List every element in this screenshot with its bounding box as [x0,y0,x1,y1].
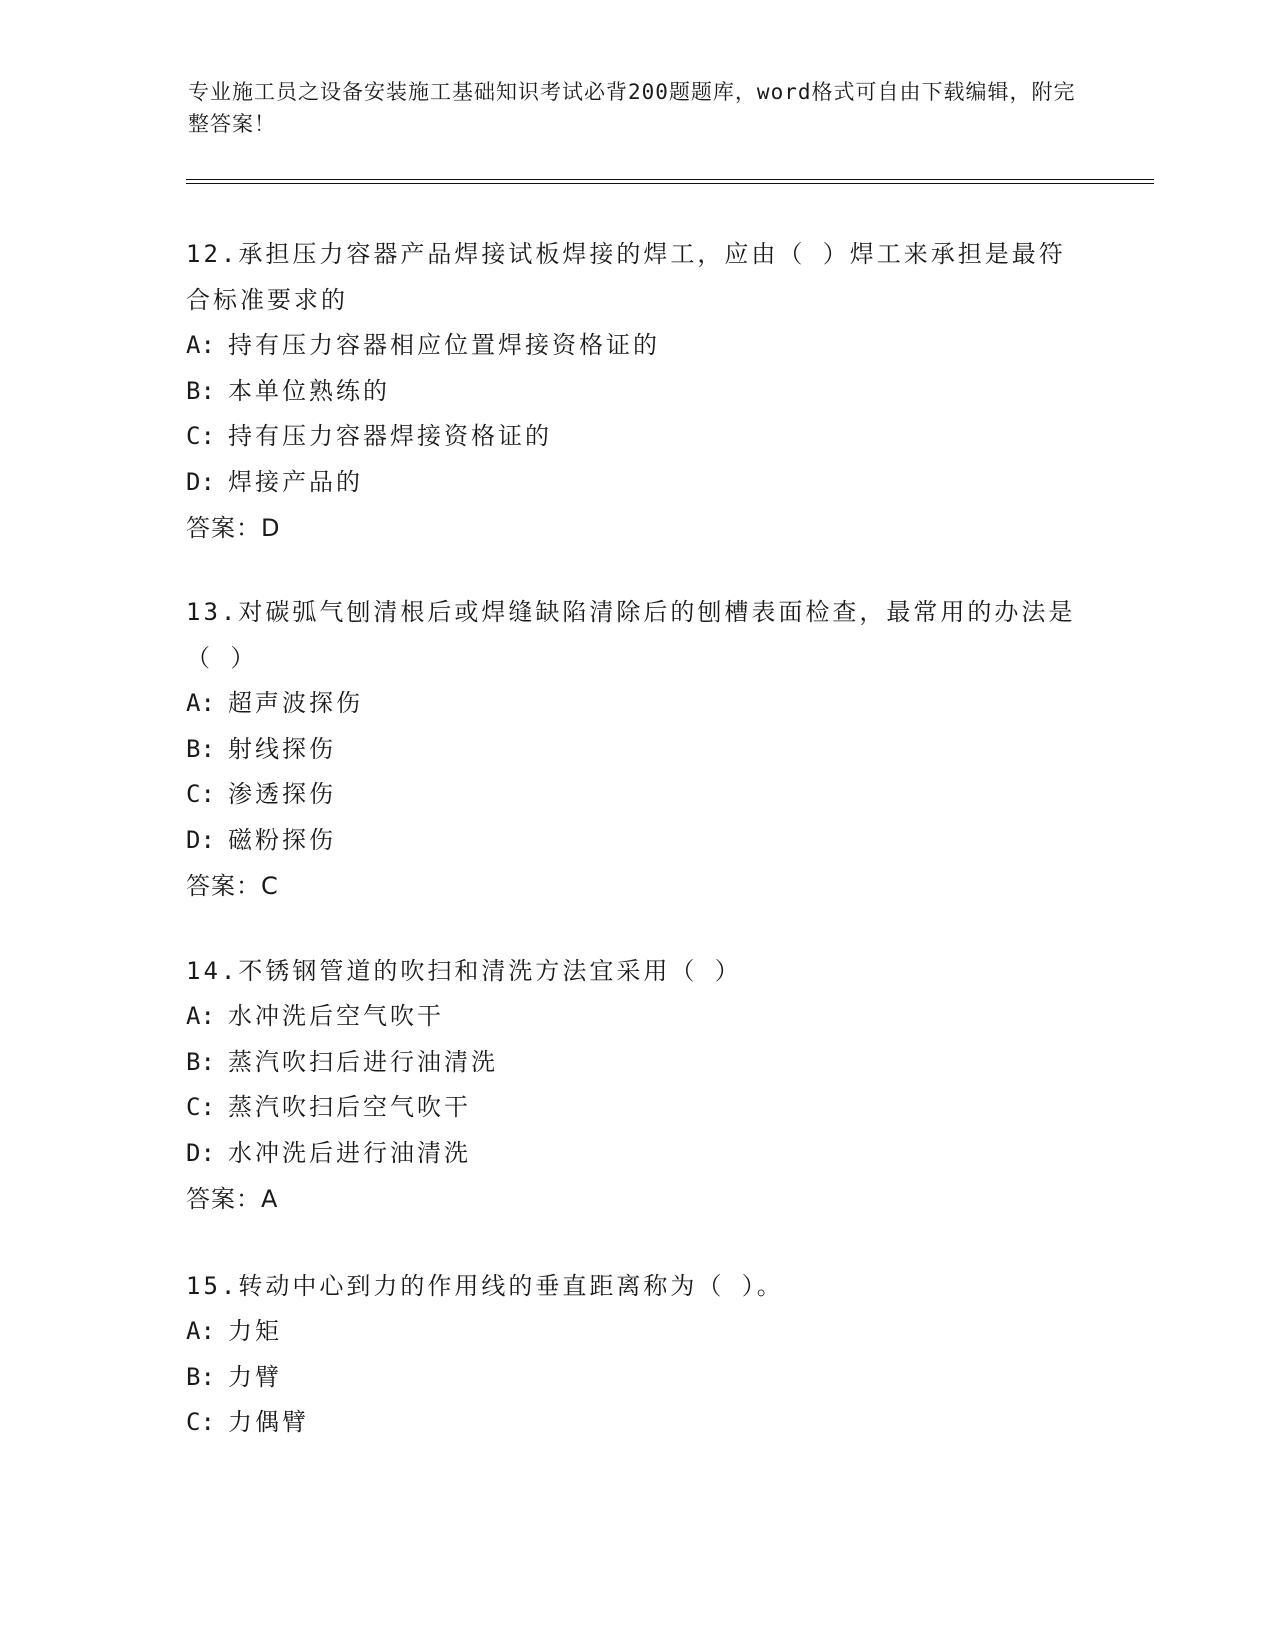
answer-value: A [261,1185,279,1213]
option-key: D: [186,825,215,854]
option-c [186,414,1086,460]
option-text: 水冲洗后进行油清洗 [228,1138,471,1167]
answer-label: 答案： [186,1185,261,1213]
question-stem: 15.转动中心到力的作用线的垂直距离称为（ ）。 [186,1272,784,1300]
option-text: 力臂 [228,1362,282,1391]
option-a [186,323,1086,369]
option-key: B: [186,376,215,405]
answer-label: 答案： [186,514,261,542]
option-text: 水冲洗后空气吹干 [228,1002,444,1030]
question-13 [186,589,1086,909]
option-key: A: [186,1317,215,1345]
option-text: 力矩 [228,1317,282,1345]
option-key: D: [186,1138,215,1167]
option-c [186,772,1086,818]
option-text: 渗透探伤 [228,780,336,808]
option-text: 蒸汽吹扫后空气吹干 [228,1093,471,1121]
answer-line [186,863,1086,909]
option-b [186,727,1086,773]
option-text: 力偶臂 [228,1408,309,1436]
option-text: 持有压力容器焊接资格证的 [228,422,552,450]
answer-value: D [261,514,281,542]
option-d [186,460,1086,506]
option-a [186,681,1086,727]
question-14 [186,948,1086,1222]
option-b [186,1355,1086,1401]
option-text: 焊接产品的 [228,467,363,496]
option-key: D: [186,467,215,496]
question-15 [186,1263,1086,1446]
option-key: A: [186,1002,215,1030]
option-key: C: [186,422,215,450]
option-d [186,1131,1086,1177]
answer-value: C [261,872,279,900]
question-stem: 12.承担压力容器产品焊接试板焊接的焊工，应由（ ）焊工来承担是最符合标准要求的 [186,240,1066,314]
answer-line [186,1176,1086,1222]
option-text: 持有压力容器相应位置焊接资格证的 [228,331,660,359]
option-text: 射线探伤 [228,734,336,763]
option-d [186,818,1086,864]
option-text: 超声波探伤 [228,689,363,717]
option-key: B: [186,1362,215,1391]
question-stem: 14.不锈钢管道的吹扫和清洗方法宜采用（ ） [186,957,742,985]
option-key: C: [186,1093,215,1121]
option-text: 磁粉探伤 [228,825,336,854]
question-stem: 13.对碳弧气刨清根后或焊缝缺陷清除后的刨槽表面检查，最常用的办法是（ ） [186,598,1076,672]
option-text: 蒸汽吹扫后进行油清洗 [228,1047,498,1076]
option-key: B: [186,1047,215,1076]
option-b [186,1040,1086,1086]
header-divider-top [186,179,1154,180]
option-b [186,369,1086,415]
option-key: A: [186,689,215,717]
option-key: B: [186,734,215,763]
option-key: C: [186,780,215,808]
option-a [186,994,1086,1040]
option-key: A: [186,331,215,359]
option-key: C: [186,1408,215,1436]
option-a [186,1309,1086,1355]
document-intro: 专业施工员之设备安装施工基础知识考试必背200题题库，word格式可自由下载编辑，附完整答案！ [188,80,1076,136]
answer-line [186,505,1086,551]
option-text: 本单位熟练的 [228,376,390,405]
option-c [186,1400,1086,1446]
answer-label: 答案： [186,872,261,900]
question-12 [186,231,1086,551]
header-divider-bottom [186,183,1154,184]
option-c [186,1085,1086,1131]
